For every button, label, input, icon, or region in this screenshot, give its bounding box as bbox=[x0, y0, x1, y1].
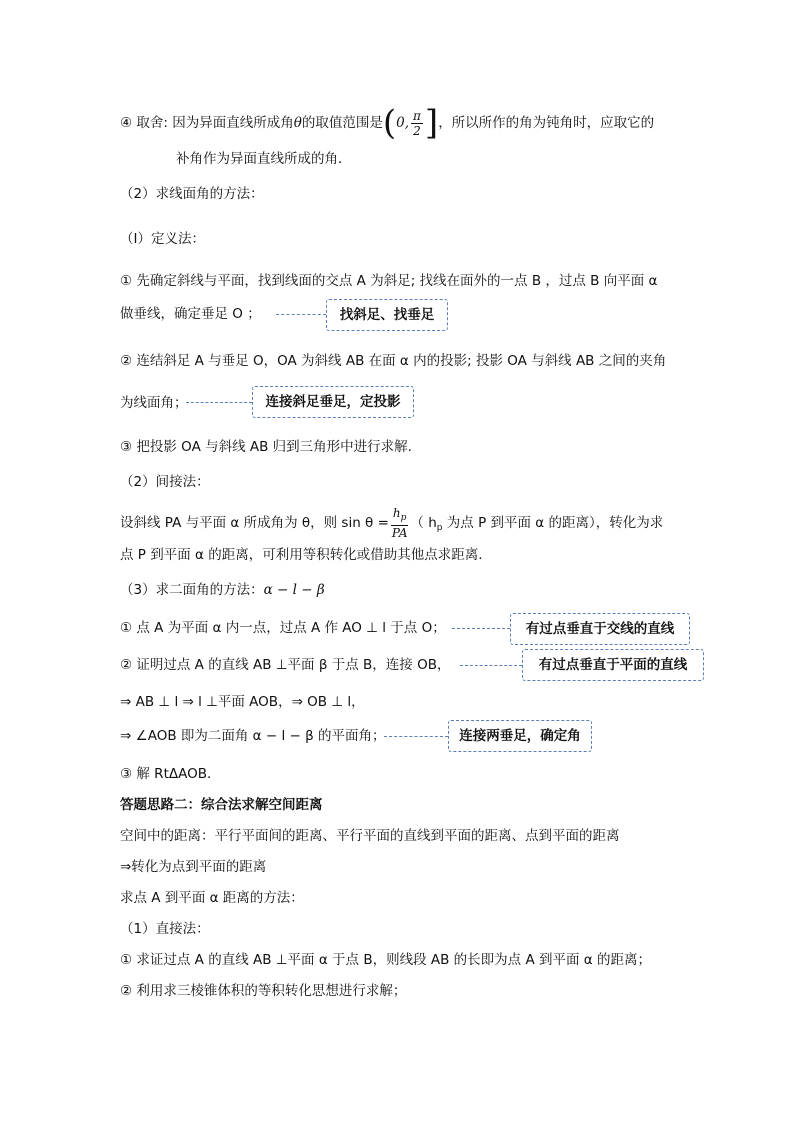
numerator-sub: p bbox=[400, 513, 407, 523]
line-2: 补角作为异面直线所成的角． bbox=[176, 151, 352, 167]
line-12: 点 P 到平面 α 的距离，可利用等积转化或借助其他点求距离. bbox=[120, 547, 483, 563]
connector-dash-2 bbox=[186, 402, 252, 403]
connector-dash-1 bbox=[276, 314, 326, 315]
line-4: （I）定义法： bbox=[120, 231, 205, 247]
connector-dash-4 bbox=[460, 665, 522, 666]
line-3: （2）求线面角的方法： bbox=[120, 186, 264, 202]
line-15: ② 证明过点 A 的直线 AB ⊥平面 β 于点 B，连接 OB， bbox=[120, 657, 451, 673]
line-10: （2）间接法： bbox=[120, 474, 210, 490]
fraction-numerator bbox=[391, 506, 409, 526]
pi-over-two bbox=[411, 109, 423, 138]
range-interval bbox=[382, 103, 439, 143]
line-22: 求点 A 到平面 α 距离的方法： bbox=[120, 890, 304, 906]
line-11-post2: 为点 P 到平面 α 的距离），转化为求 bbox=[442, 515, 664, 531]
line-6: 做垂线，确定垂足 O ； bbox=[120, 306, 261, 322]
annotation-box-foot-on-plane: 有过点垂直于平面的直线 bbox=[522, 649, 704, 681]
line-7: ② 连结斜足 A 与垂足 O，OA 为斜线 AB 在面 α 内的投影; 投影 OA 与斜线 AB 之间的夹角 bbox=[120, 353, 667, 369]
annotation-box-projection: 连接斜足垂足，定投影 bbox=[252, 386, 414, 418]
range-open-paren: ( bbox=[382, 103, 397, 143]
dihedral-notation: α − l − β bbox=[263, 582, 325, 598]
theta-symbol: θ bbox=[293, 115, 302, 131]
pi-numerator: π bbox=[413, 108, 421, 123]
line-11-post-sub: p bbox=[436, 523, 443, 533]
line-25: ② 利用求三棱锥体积的等积转化思想进行求解； bbox=[120, 983, 407, 999]
line-11-prefix: 设斜线 PA 与平面 α 所成角为 θ，则 sin θ = bbox=[120, 515, 389, 531]
annotation-box-connect-feet: 连接两垂足，确定角 bbox=[448, 720, 592, 752]
line-5: ① 先确定斜线与平面，找到线面的交点 A 为斜足; 找线在面外的一点 B ，过点 B 向平面 α bbox=[120, 273, 658, 289]
line-11-post: （ h bbox=[410, 515, 437, 531]
line-1-prefix: ④ 取舍: 因为异面直线所成角 bbox=[120, 115, 294, 131]
line-9: ③ 把投影 OA 与斜线 AB 归到三角形中进行求解. bbox=[120, 439, 412, 455]
range-close-bracket: ] bbox=[424, 103, 439, 143]
line-1-mid: 的取值范围是 bbox=[301, 115, 383, 131]
line-8: 为线面角； bbox=[120, 395, 188, 411]
two-denominator: 2 bbox=[413, 123, 421, 138]
line-16: ⇒ AB ⊥ l ⇒ l ⊥平面 AOB，⇒ OB ⊥ l， bbox=[120, 694, 365, 710]
line-1 bbox=[120, 103, 655, 143]
line-23: （1）直接法： bbox=[120, 921, 210, 937]
line-11 bbox=[120, 505, 663, 546]
connector-dash-5 bbox=[384, 736, 448, 737]
line-18: ③ 解 RtΔAOB． bbox=[120, 766, 221, 782]
line-17: ⇒ ∠AOB 即为二面角 α − l − β 的平面角； bbox=[120, 728, 386, 744]
annotation-box-find-feet: 找斜足、找垂足 bbox=[326, 299, 448, 331]
fraction-denominator: PA bbox=[391, 526, 408, 540]
numerator-h: h bbox=[392, 506, 401, 520]
line-21: ⇒转化为点到平面的距离 bbox=[120, 859, 267, 875]
line-24: ① 求证过点 A 的直线 AB ⊥平面 α 于点 B，则线段 AB 的长即为点 A 到平面 α 的距离； bbox=[120, 952, 651, 968]
line-20: 空间中的距离：平行平面间的距离、平行平面的直线到平面的距离、点到平面的距离 bbox=[120, 828, 620, 844]
line-14: ① 点 A 为平面 α 内一点，过点 A 作 AO ⊥ l 于点 O； bbox=[120, 620, 446, 636]
connector-dash-3 bbox=[452, 628, 510, 629]
annotation-box-foot-on-line: 有过点垂直于交线的直线 bbox=[510, 613, 690, 645]
line-13-prefix: （3）求二面角的方法： bbox=[120, 582, 264, 598]
line-1-post: ，所以所作的角为钝角时，应取它的 bbox=[438, 115, 655, 131]
range-zero: 0, bbox=[396, 115, 410, 131]
sin-fraction bbox=[391, 506, 409, 540]
line-13 bbox=[120, 581, 325, 599]
section-heading: 答题思路二：综合法求解空间距离 bbox=[120, 797, 323, 813]
